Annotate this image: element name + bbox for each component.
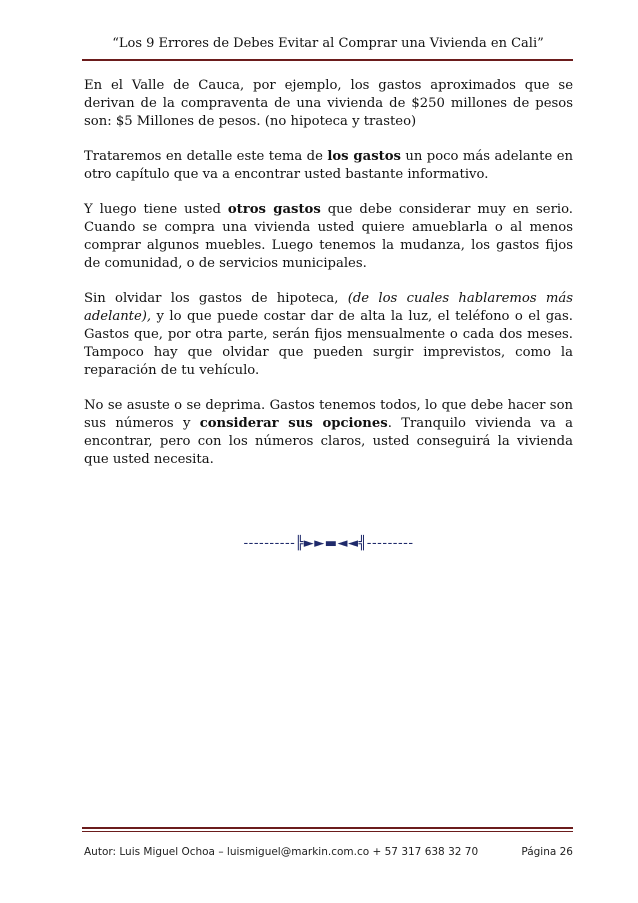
header-rule (82, 59, 573, 61)
paragraph-5-text-c: . Tranquilo vivienda va a encontrar, pero con los números claros, usted conseguirá la vivienda que usted necesita. (84, 416, 573, 467)
footer-page-number: Página 26 (521, 846, 573, 858)
section-divider: ----------╠►►▬◄◄╣--------- (243, 536, 414, 551)
paragraph-5-text-a: No se asuste o se deprima. Gastos tenemos todos, lo que debe hacer son sus números y (84, 398, 573, 431)
paragraph-4 (84, 290, 573, 380)
paragraph-4-text-a: Sin olvidar los gastos de hipoteca, (84, 291, 348, 306)
footer-rule-thin (82, 831, 573, 832)
paragraph-1: En el Valle de Cauca, por ejemplo, los gastos aproximados que se derivan de la compraventa de una vivienda de $250 millones de pesos son: $5 Millones de pesos. (no hipoteca y trasteo) (84, 78, 573, 129)
paragraph-2-text-c: un poco más adelante en otro capítulo que va a encontrar usted bastante informativo. (84, 149, 573, 182)
paragraph-2-text-a: Trataremos en detalle este tema de (84, 149, 328, 164)
paragraph-3-text-c: que debe considerar muy en serio. Cuando se compra una vivienda usted quiere amueblarla o al menos comprar algunos muebles. Luego tenemos la mudanza, los gastos fijos de comunidad, o de servicios municipales. (84, 202, 574, 271)
page-header-title: “Los 9 Errores de Debes Evitar al Comprar una Vivienda en Cali” (112, 36, 544, 51)
page-footer (84, 846, 573, 858)
paragraph-2-bold: los gastos (327, 149, 401, 164)
paragraph-3-bold: otros gastos (227, 202, 321, 217)
paragraph-5 (84, 397, 573, 469)
paragraph-3-text-a: Y luego tiene usted (84, 202, 228, 217)
paragraph-3 (84, 201, 573, 273)
footer-author: Autor: Luis Miguel Ochoa – luismiguel@markin.com.co + 57 317 638 32 70 (84, 846, 479, 858)
paragraph-4-text-c: y lo que puede costar dar de alta la luz, el teléfono o el gas. Gastos que, por otra parte, serán fijos mensualmente o cada dos meses. Tampoco hay que olvidar que pueden surgir imprevistos, como la reparación de tu vehículo. (84, 309, 573, 378)
paragraph-4-italic: (de los cuales hablaremos más adelante), (84, 291, 573, 324)
paragraph-2 (84, 148, 573, 184)
document-body (84, 77, 573, 486)
footer-rule (82, 827, 573, 829)
paragraph-5-bold: considerar sus opciones (199, 416, 388, 431)
